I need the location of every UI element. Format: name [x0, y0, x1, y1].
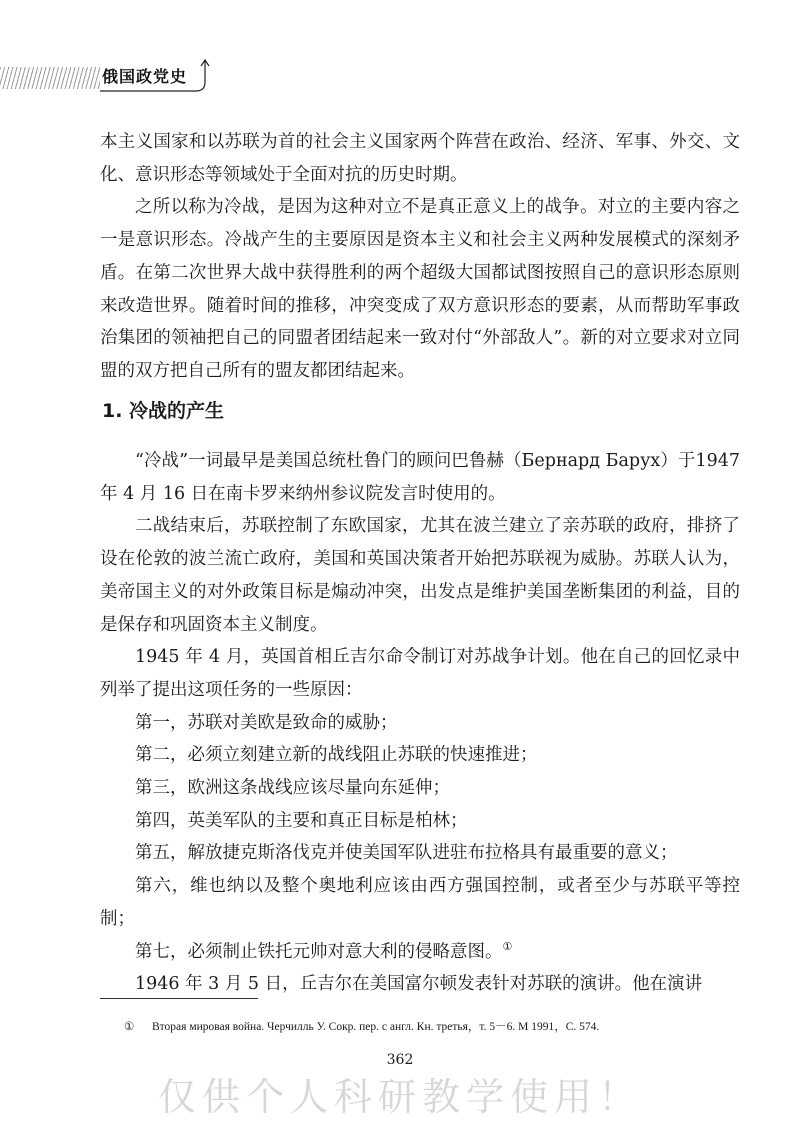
paragraph: 之所以称为冷战，是因为这种对立不是真正意义上的战争。对立的主要内容之一是意识形态。冷战产生的主要原因是资本主义和社会主义两种发展模式的深刻矛盾。在第二次世界大战中获得胜利的两个超级大国都试图按照自己的意识形态原则来改造世界。随着时间的推移，冲突变成了双方意识形态的要素，从而帮助军事政治集团的领袖把自己的同盟者团结起来一致对付“外部敌人”。新的对立要求对立同盟的双方把自己所有的盟友都团结起来。 — [100, 197, 740, 381]
list-item: 第四，英美军队的主要和真正目标是柏林； — [135, 810, 468, 831]
section-heading: 1. 冷战的产生 — [102, 400, 225, 422]
list-item-text: 第七，必须制止铁托元帅对意大利的侵略意图。 — [135, 941, 503, 962]
paragraph: 二战结束后，苏联控制了东欧国家，尤其在波兰建立了亲苏联的政府，排挤了设在伦敦的波兰流亡政府，美国和英国决策者开始把苏联视为威胁。苏联人认为，美帝国主义的对外政策目标是煽动冲突，出发点是维护美国垄断集团的利益，目的是保存和巩固资本主义制度。 — [100, 516, 740, 635]
list-item — [100, 936, 740, 969]
list-item: 第六，维也纳以及整个奥地利应该由西方强国控制，或者至少与苏联平等控制； — [100, 876, 740, 929]
paragraph: 1945 年 4 月，英国首相丘吉尔命令制订对苏战争计划。他在自己的回忆录中列举了提出这项任务的一些原因： — [100, 647, 740, 700]
list-item: 第三，欧洲这条战线应该尽量向东延伸； — [135, 778, 450, 799]
running-header-title: 俄国政党史 — [102, 67, 188, 86]
footnote-text: Вторая мировая война. Черчилль У. Сокр. пер. с англ. Кн. третья，т. 5－6. М 1991，С. 574. — [152, 1021, 600, 1033]
page-number: 362 — [386, 1052, 414, 1068]
list-item: 第五，解放捷克斯洛伐克并使美国军队进驻布拉格具有最重要的意义； — [135, 843, 678, 864]
watermark: 仅供个人科研教学使用！ — [157, 1075, 642, 1119]
list-item: 第二，必须立刻建立新的战线阻止苏联的快速推进； — [135, 745, 538, 766]
footnote-mark: ① — [124, 1021, 135, 1033]
footnote-reference[interactable]: ① — [502, 939, 513, 953]
list-item: 第一，苏联对美欧是致命的威胁； — [135, 712, 398, 733]
intro-text — [100, 126, 740, 388]
paragraph: 本主义国家和以苏联为首的社会主义国家两个阵营在政治、经济、军事、外交、文化、意识形态等领域处于全面对抗的历史时期。 — [100, 132, 740, 185]
section-body — [100, 445, 740, 1001]
footnote-divider — [100, 998, 258, 999]
section — [100, 395, 740, 428]
paragraph: “冷战”一词最早是美国总统杜鲁门的顾问巴鲁赫（Бернард Барух）于1947 年 4 月 16 日在南卡罗来纳州参议院发言时使用的。 — [100, 451, 740, 504]
paragraph: 1946 年 3 月 5 日，丘吉尔在美国富尔顿发表针对苏联的演讲。他在演讲 — [135, 974, 703, 995]
footnote — [124, 1018, 599, 1034]
